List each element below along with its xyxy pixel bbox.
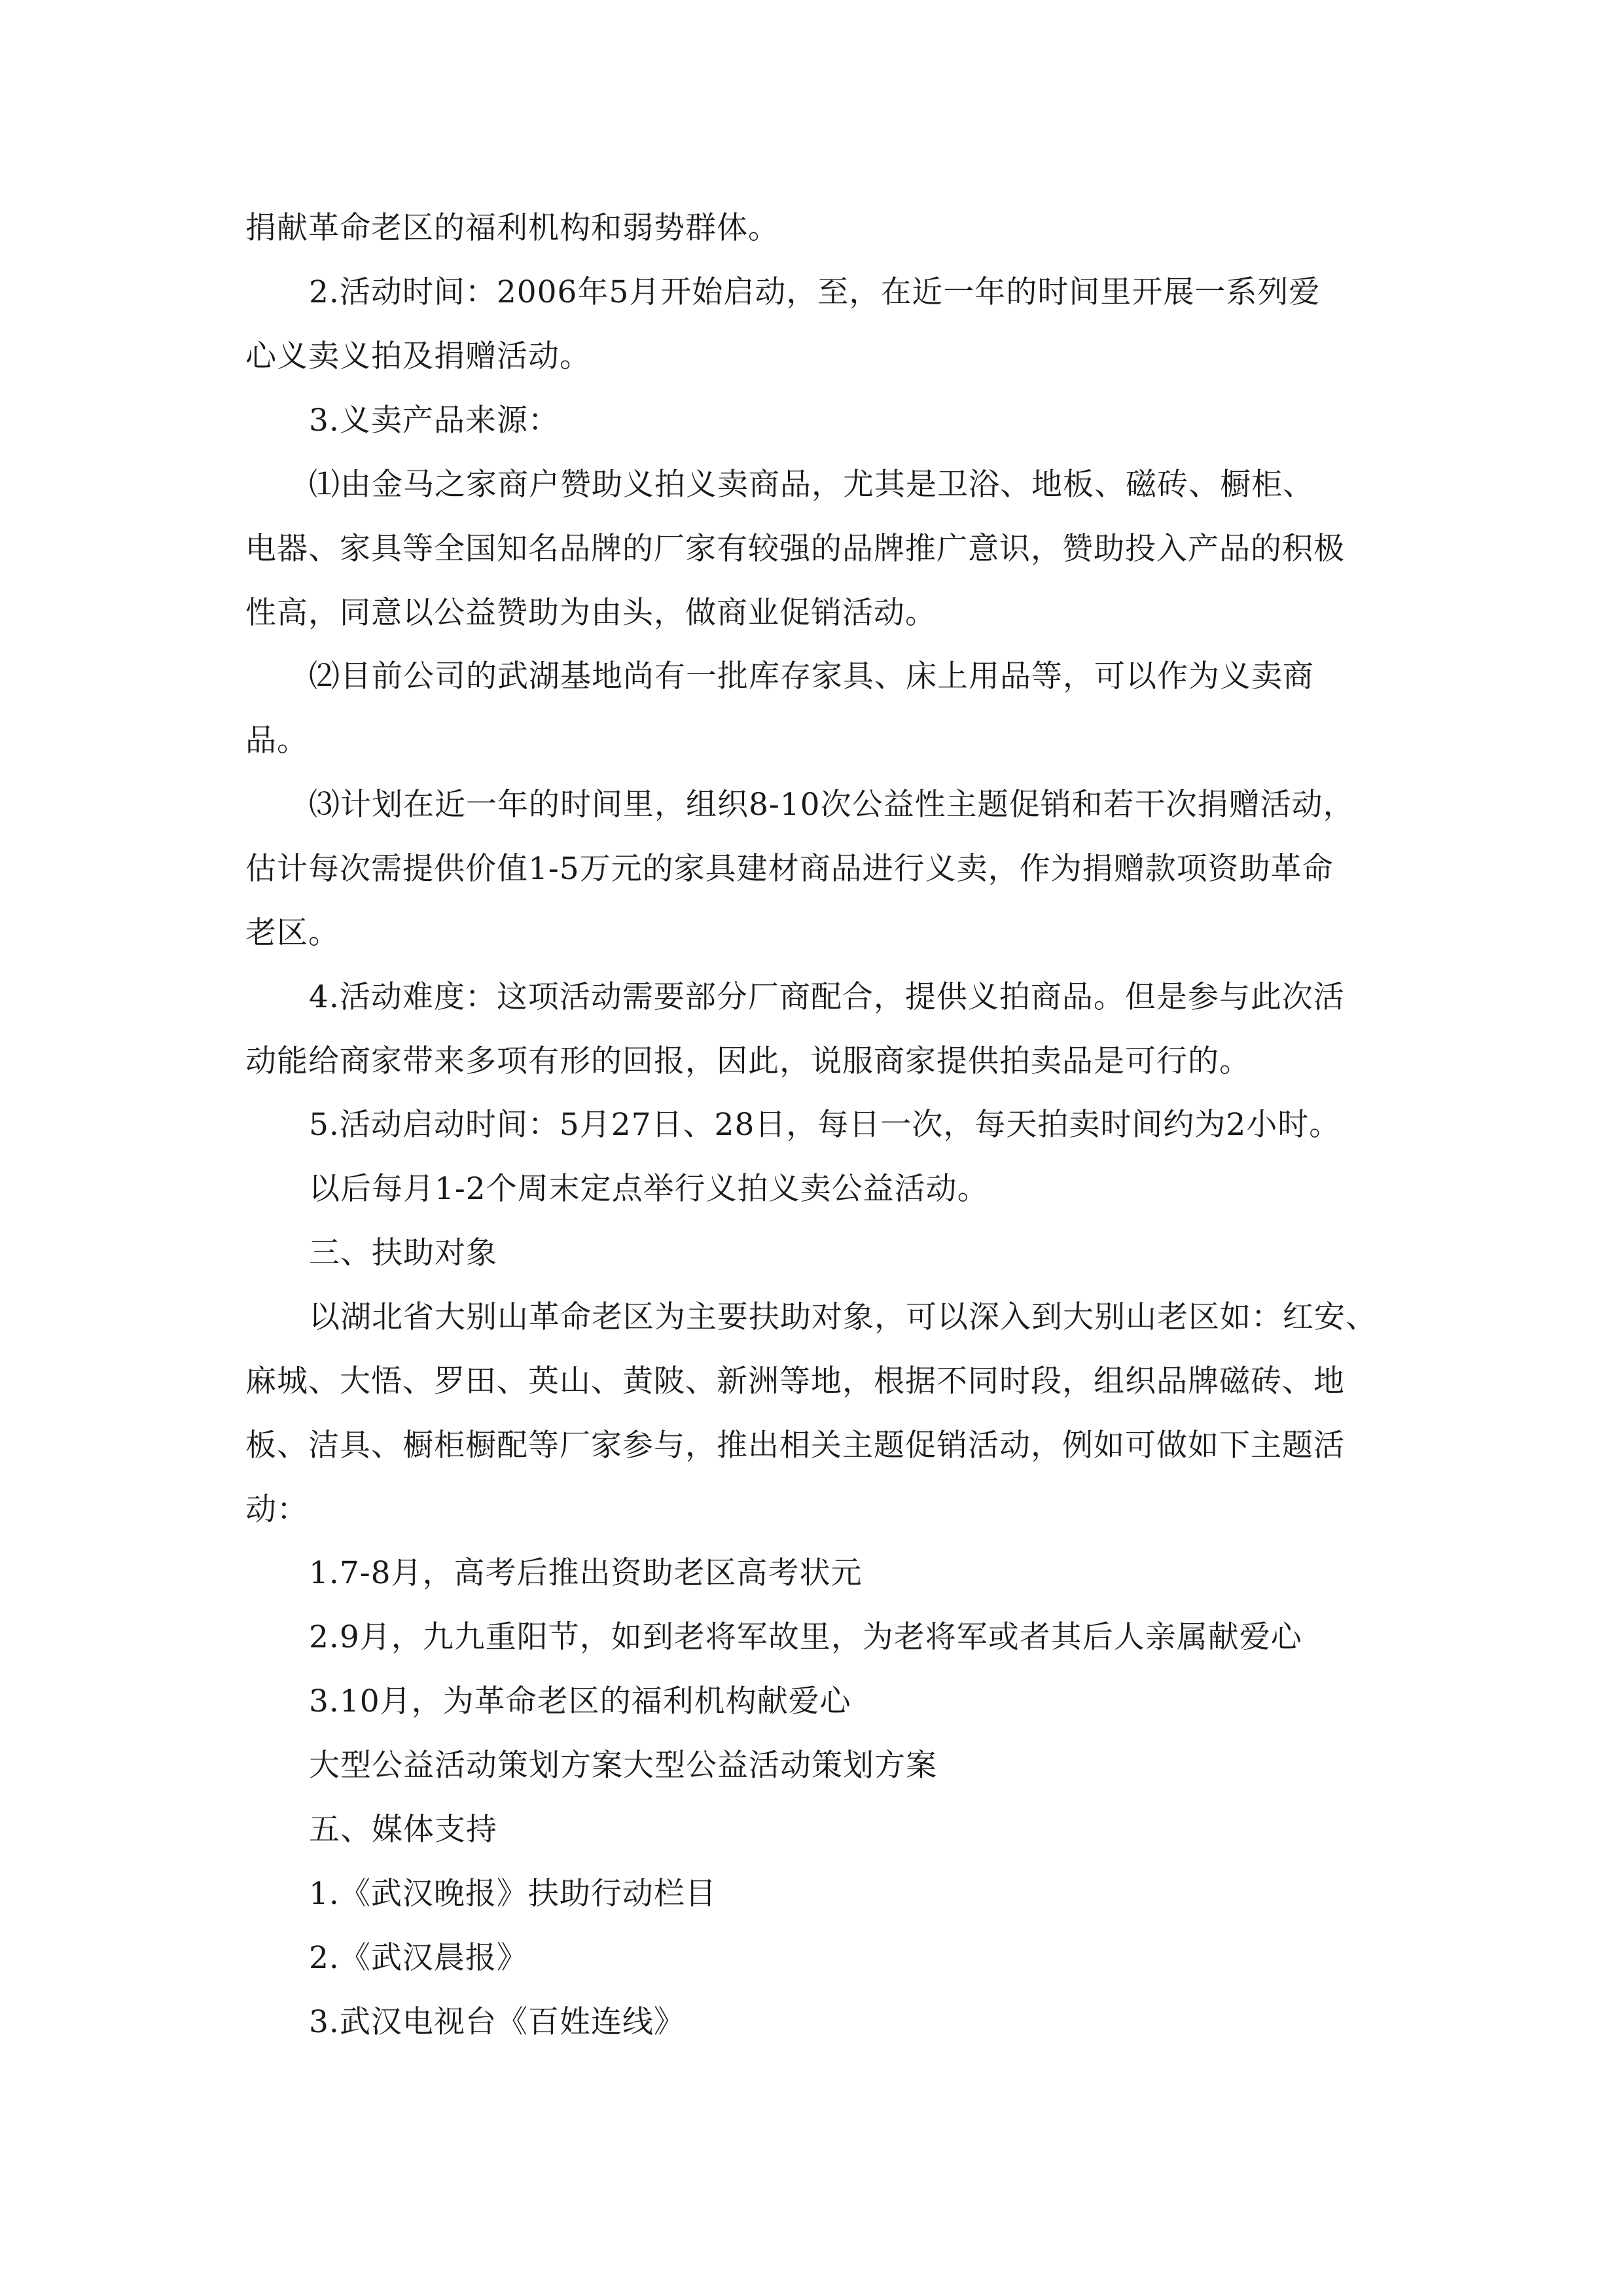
text-line: 动： (245, 1492, 308, 1528)
text-line: 以后每月1-2个周末定点举行义拍义卖公益活动。 (309, 1171, 989, 1207)
text-line: 捐献革命老区的福利机构和弱势群体。 (245, 210, 779, 246)
text-line: 心义卖义拍及捐赠活动。 (245, 338, 591, 374)
text-line: 2.《武汉晨报》 (309, 1940, 528, 1976)
section-heading: 三、扶助对象 (309, 1235, 497, 1271)
text-line: 老区。 (245, 915, 340, 951)
text-line: 3.10月，为革命老区的福利机构献爱心 (309, 1683, 851, 1719)
text-line: 1.7-8月，高考后推出资助老区高考状元 (309, 1555, 863, 1591)
section-heading: 五、媒体支持 (309, 1812, 497, 1848)
text-line: 估计每次需提供价值1-5万元的家具建材商品进行义卖，作为捐赠款项资助革命 (245, 851, 1334, 887)
text-line: 板、洁具、橱柜橱配等厂家参与，推出相关主题促销活动，例如可做如下主题活 (245, 1427, 1345, 1463)
text-line: ⑴由金马之家商户赞助义拍义卖商品，尤其是卫浴、地板、磁砖、橱柜、 (309, 467, 1314, 503)
text-line: 3.义卖产品来源： (309, 403, 560, 439)
text-line: 大型公益活动策划方案大型公益活动策划方案 (309, 1748, 937, 1784)
text-line: 1.《武汉晚报》扶助行动栏目 (309, 1876, 717, 1912)
text-line: 麻城、大悟、罗田、英山、黄陂、新洲等地，根据不同时段，组织品牌磁砖、地 (245, 1363, 1345, 1399)
text-line: 2.9月，九九重阳节，如到老将军故里，为老将军或者其后人亲属献爱心 (309, 1619, 1302, 1655)
text-line: 性高，同意以公益赞助为由头，做商业促销活动。 (245, 595, 936, 631)
text-line: 以湖北省大别山革命老区为主要扶助对象，可以深入到大别山老区如：红安、 (309, 1299, 1377, 1335)
text-line: 品。 (245, 723, 308, 759)
text-line: 3.武汉电视台《百姓连线》 (309, 2004, 685, 2040)
text-line: 2.活动时间：2006年5月开始启动，至，在近一年的时间里开展一系列爱 (309, 274, 1321, 310)
text-line: ⑶计划在近一年的时间里，组织8-10次公益性主题促销和若干次捐赠活动， (309, 787, 1355, 823)
text-line: 动能给商家带来多项有形的回报，因此，说服商家提供拍卖品是可行的。 (245, 1043, 1251, 1079)
text-line: ⑵目前公司的武湖基地尚有一批库存家具、床上用品等，可以作为义卖商 (309, 658, 1314, 694)
text-line: 电器、家具等全国知名品牌的厂家有较强的品牌推广意识，赞助投入产品的积极 (245, 531, 1345, 567)
text-line: 5.活动启动时间：5月27日、28日，每日一次，每天拍卖时间约为2小时。 (309, 1107, 1341, 1143)
text-line: 4.活动难度：这项活动需要部分厂商配合，提供义拍商品。但是参与此次活 (309, 979, 1345, 1015)
